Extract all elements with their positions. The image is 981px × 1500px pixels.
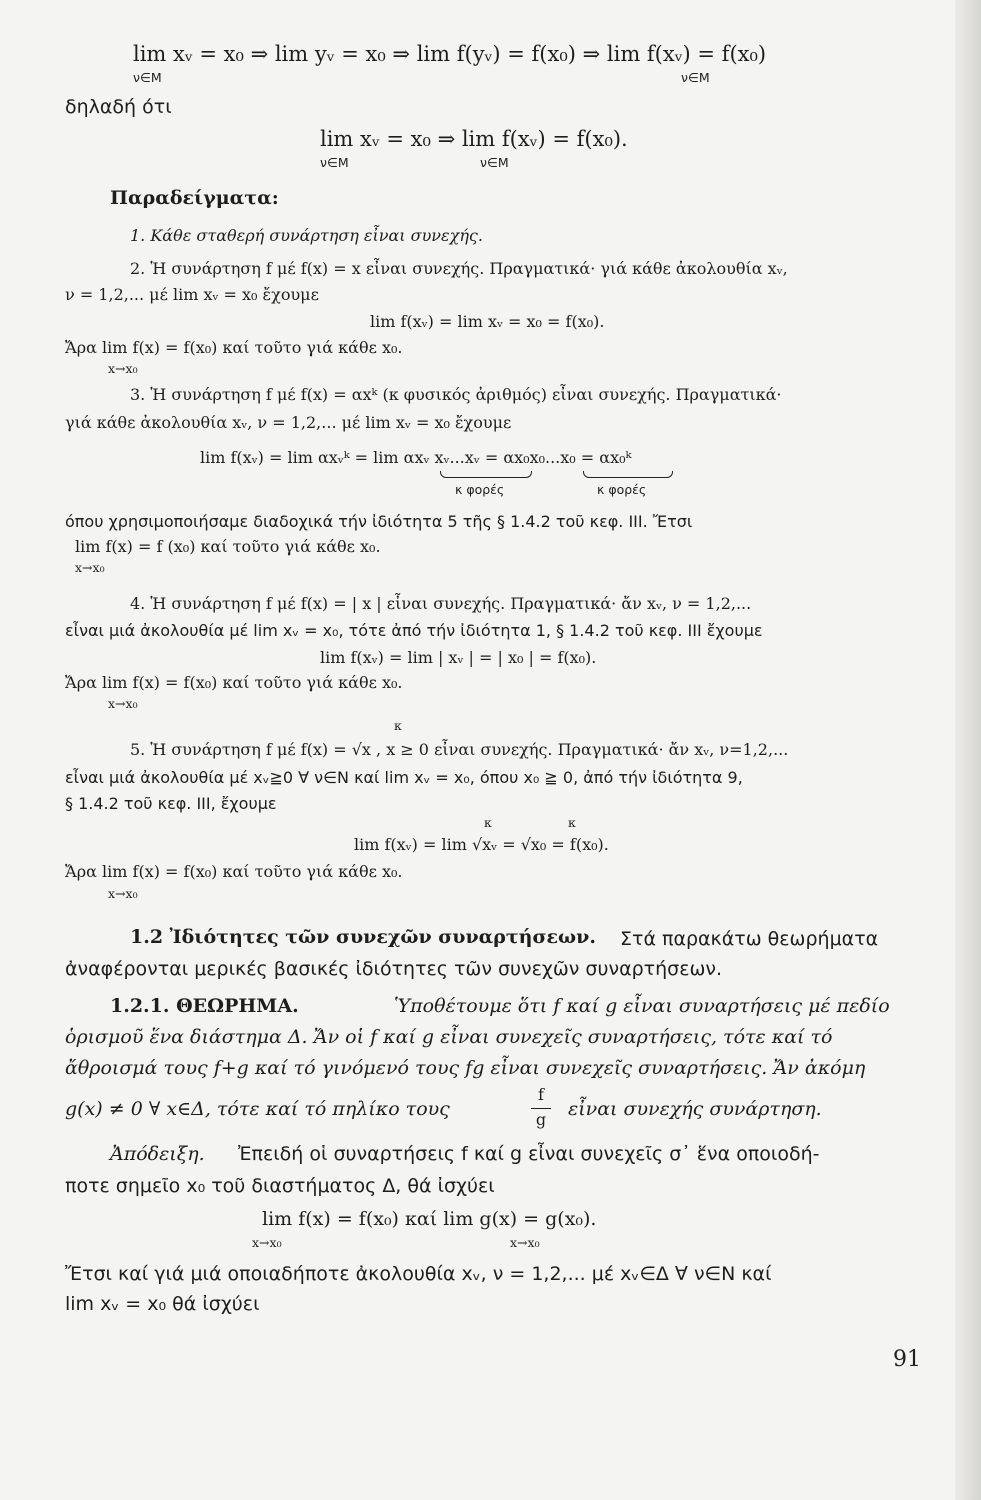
- formula-example-3: lim f(xᵥ) = lim αxᵥᵏ = lim αxᵥ xᵥ...xᵥ = αx₀x₀...x₀ = αx₀ᵏ: [200, 448, 632, 467]
- subscript-x-to-x0: x→x₀: [108, 696, 138, 711]
- subscript-nu-in-M: ν∈M: [133, 70, 162, 85]
- text-line: γιά κάθε ἀκολουθία xᵥ, ν = 1,2,... μέ lim xᵥ = x₀ ἔχουμε: [65, 413, 512, 432]
- theorem-text: ὁρισμοῦ ἕνα διάστημα Δ. Ἄν οἱ f καί g εἶναι συνεχεῖς συναρτήσεις, τότε καί τό: [65, 1026, 833, 1048]
- proof-text: lim xᵥ = x₀ θά ἰσχύει: [65, 1293, 260, 1315]
- example-3: 3. Ἡ συνάρτηση f μέ f(x) = αxᵏ (κ φυσικός ἀριθμός) εἶναι συνεχής. Πραγματικά·: [130, 385, 782, 404]
- example-2: 2. Ἡ συνάρτηση f μέ f(x) = x εἶναι συνεχής. Πραγματικά· γιά κάθε ἀκολουθία xᵥ,: [130, 259, 788, 278]
- subscript-nu-in-M: ν∈M: [480, 155, 509, 170]
- subscript-x-to-x0: x→x₀: [108, 361, 138, 376]
- page-number: 91: [893, 1347, 921, 1372]
- fraction-numerator: f: [538, 1085, 544, 1104]
- proof-label: Ἀπόδειξη.: [110, 1143, 205, 1165]
- subscript-x-to-x0: x→x₀: [75, 560, 105, 575]
- text-line: § 1.4.2 τοῦ κεφ. III, ἔχουμε: [65, 794, 277, 813]
- label-k-fores: κ φορές: [597, 482, 647, 497]
- formula-proof-limits: lim f(x) = f(x₀) καί lim g(x) = g(x₀).: [262, 1208, 597, 1230]
- formula-example-2: lim f(xᵥ) = lim xᵥ = x₀ = f(x₀).: [370, 312, 605, 331]
- theorem-text: g(x) ≠ 0 ∀ x∈Δ, τότε καί τό πηλίκο τους: [65, 1098, 450, 1120]
- text-line: ν = 1,2,... μέ lim xᵥ = x₀ ἔχουμε: [65, 285, 319, 304]
- theorem-text: ἄθροισμά τους f+g καί τό γινόμενό τους fg εἶναι συνεχεῖς συναρτήσεις. Ἄν ἀκόμη: [65, 1057, 866, 1079]
- formula-limit-chain: lim xᵥ = x₀ ⇒ lim yᵥ = x₀ ⇒ lim f(yᵥ) = f(x₀) ⇒ lim f(xᵥ) = f(x₀): [133, 42, 767, 66]
- text-dilladi-oti: δηλαδή ότι: [65, 96, 172, 118]
- theorem-text: Ὑποθέτουμε ὅτι f καί g εἶναι συναρτήσεις μέ πεδίο: [394, 995, 890, 1017]
- formula-limit-conclusion: lim xᵥ = x₀ ⇒ lim f(xᵥ) = f(x₀).: [320, 127, 628, 151]
- text-line: ἀναφέρονται μερικές βασικές ἰδιότητες τῶν συνεχῶν συναρτήσεων.: [65, 958, 723, 980]
- subscript-nu-in-M: ν∈M: [320, 155, 349, 170]
- section-heading-1-2: 1.2 Ἰδιότητες τῶν συνεχῶν συναρτήσεων.: [130, 926, 596, 948]
- text-line: όπου χρησιμοποιήσαμε διαδοχικά τήν ἰδιότητα 5 τῆς § 1.4.2 τοῦ κεφ. III. Ἔτσι: [65, 512, 693, 531]
- root-index-k: κ: [568, 815, 576, 830]
- underbrace: [583, 471, 673, 478]
- formula-example-4: lim f(xᵥ) = lim | xᵥ | = | x₀ | = f(x₀).: [320, 648, 597, 667]
- text-line: Στά παρακάτω θεωρήματα: [620, 928, 879, 950]
- theorem-heading: 1.2.1. ΘΕΩΡΗΜΑ.: [110, 995, 299, 1017]
- text-line: Ἄρα lim f(x) = f(x₀) καί τοῦτο γιά κάθε x₀.: [65, 673, 403, 692]
- text-line: lim f(x) = f (x₀) καί τοῦτο γιά κάθε x₀.: [75, 537, 381, 556]
- root-index-k: κ: [394, 718, 402, 733]
- example-1: 1. Κάθε σταθερή συνάρτηση εἶναι συνεχής.: [130, 226, 483, 245]
- fraction-denominator: g: [535, 1110, 547, 1129]
- proof-text: Ἔτσι καί γιά μιά οποιαδήποτε ἀκολουθία xᵥ, ν = 1,2,... μέ xᵥ∈Δ ∀ ν∈N καί: [65, 1263, 772, 1285]
- page-edge-shadow: [955, 0, 981, 1500]
- text-line: Ἄρα lim f(x) = f(x₀) καί τοῦτο γιά κάθε x₀.: [65, 338, 403, 357]
- root-index-k: κ: [484, 815, 492, 830]
- proof-text: ποτε σημεῖο x₀ τοῦ διαστήματος Δ, θά ἰσχύει: [65, 1175, 495, 1197]
- fraction-bar: [531, 1108, 551, 1109]
- underbrace: [440, 471, 532, 478]
- example-4: 4. Ἡ συνάρτηση f μέ f(x) = | x | εἶναι συνεχής. Πραγματικά· ἄν xᵥ, ν = 1,2,...: [130, 594, 752, 613]
- heading-examples: Παραδείγματα:: [110, 187, 279, 209]
- proof-text: Ἐπειδή οἱ συναρτήσεις f καί g εἶναι συνεχεῖς σ᾽ ἕνα οποιοδή-: [238, 1143, 820, 1165]
- label-k-fores: κ φορές: [455, 482, 505, 497]
- subscript-x-to-x0: x→x₀: [108, 886, 138, 901]
- text-line: εἶναι μιά ἀκολουθία μέ lim xᵥ = x₀, τότε ἀπό τήν ἰδιότητα 1, § 1.4.2 τοῦ κεφ. III ἔχουμε: [65, 621, 763, 640]
- text-line: Ἄρα lim f(x) = f(x₀) καί τοῦτο γιά κάθε x₀.: [65, 862, 403, 881]
- theorem-text: εἶναι συνεχής συνάρτηση.: [568, 1098, 822, 1120]
- formula-example-5: lim f(xᵥ) = lim √xᵥ = √x₀ = f(x₀).: [354, 835, 609, 854]
- subscript-nu-in-M: ν∈M: [681, 70, 710, 85]
- example-5: 5. Ἡ συνάρτηση f μέ f(x) = √x , x ≥ 0 εἶναι συνεχής. Πραγματικά· ἄν xᵥ, ν=1,2,...: [130, 740, 789, 759]
- subscript-x-to-x0: x→x₀: [510, 1235, 540, 1250]
- subscript-x-to-x0: x→x₀: [252, 1235, 282, 1250]
- text-line: εἶναι μιά ἀκολουθία μέ xᵥ≧0 ∀ ν∈N καί lim xᵥ = x₀, όπου x₀ ≧ 0, ἀπό τήν ἰδιότητα 9,: [65, 768, 743, 787]
